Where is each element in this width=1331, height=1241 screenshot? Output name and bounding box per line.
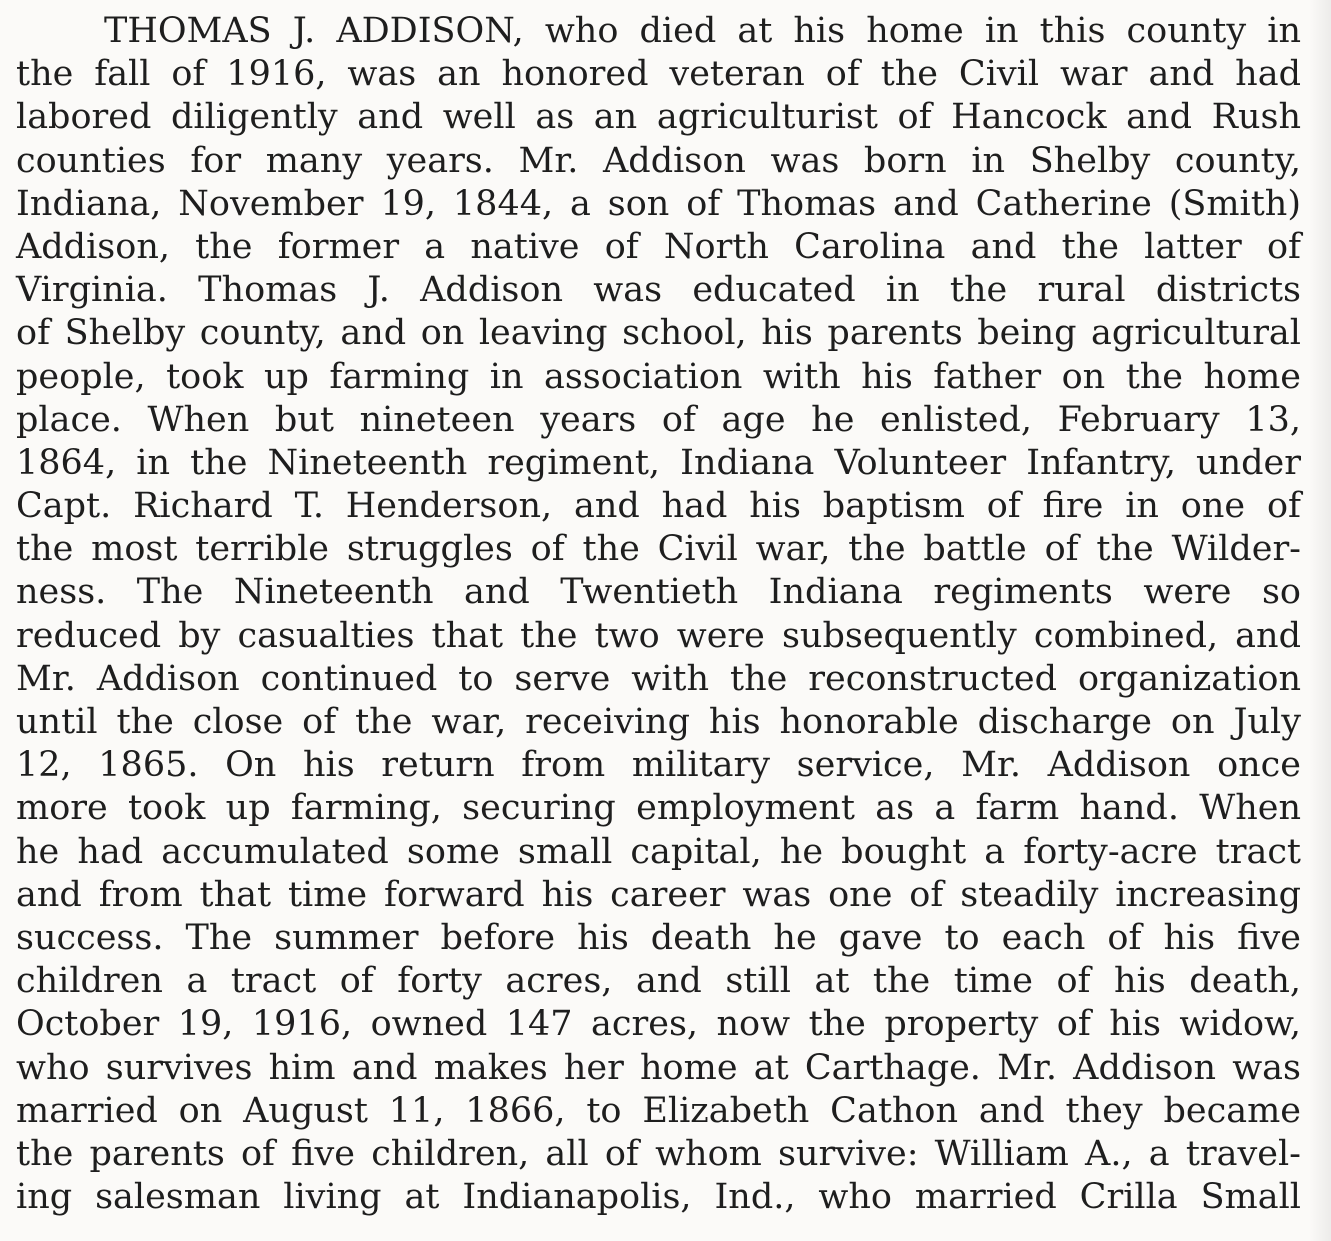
text-line: he had accumulated some small capital, he bought a forty-acre tract xyxy=(16,831,1301,872)
partial-top-line xyxy=(16,0,1301,10)
text-line: 1864, in the Nineteenth regiment, Indiana Volunteer Infantry, under xyxy=(16,442,1301,483)
text-line: the fall of 1916, was an honored veteran of the Civil war and had xyxy=(16,54,1301,95)
text-line: success. The summer before his death he gave to each of his five xyxy=(16,917,1301,958)
text-line: place. When but nineteen years of age he enlisted, February 13, xyxy=(16,399,1301,440)
text-line: 12, 1865. On his return from military service, Mr. Addison once xyxy=(16,745,1301,786)
text-line: more took up farming, securing employment as a farm hand. When xyxy=(16,788,1301,829)
text-line: ness. The Nineteenth and Twentieth Indiana regiments were so xyxy=(16,572,1301,613)
text-line: of Shelby county, and on leaving school, his parents being agricultural xyxy=(16,313,1301,354)
text-line: October 19, 1916, owned 147 acres, now the property of his widow, xyxy=(16,1004,1301,1045)
text-line: Mr. Addison continued to serve with the reconstructed organization xyxy=(16,658,1301,699)
text-line: Virginia. Thomas J. Addison was educated in the rural districts xyxy=(16,270,1301,311)
text-line: THOMAS J. ADDISON, who died at his home in this county in xyxy=(104,11,1301,51)
text-line: counties for many years. Mr. Addison was born in Shelby county, xyxy=(16,140,1301,181)
text-line: until the close of the war, receiving his honorable discharge on July xyxy=(16,702,1301,742)
text-line: children a tract of forty acres, and still at the time of his death, xyxy=(16,961,1301,1002)
text-line: ing salesman living at Indianapolis, Ind., who married Crilla Small xyxy=(16,1177,1301,1218)
text-line: the most terrible struggles of the Civil war, the battle of the Wilder- xyxy=(16,529,1301,570)
text-line: reduced by casualties that the two were subsequently combined, and xyxy=(16,615,1301,656)
page-edge-shadow xyxy=(1309,0,1331,1241)
text-line: the parents of five children, all of whom survive: William A., a travel- xyxy=(16,1133,1301,1174)
biography-text xyxy=(16,0,1301,1219)
text-line: Addison, the former a native of North Carolina and the latter of xyxy=(16,226,1301,267)
text-line: labored diligently and well as an agriculturist of Hancock and Rush xyxy=(16,97,1301,138)
text-line: and from that time forward his career was one of steadily increasing xyxy=(16,874,1301,915)
text-line: who survives him and makes her home at Carthage. Mr. Addison was xyxy=(16,1047,1301,1088)
text-line: Indiana, November 19, 1844, a son of Thomas and Catherine (Smith) xyxy=(16,183,1301,224)
text-line: Capt. Richard T. Henderson, and had his baptism of fire in one of xyxy=(16,486,1301,527)
text-line: married on August 11, 1866, to Elizabeth Cathon and they became xyxy=(16,1090,1301,1131)
text-line: people, took up farming in association with his father on the home xyxy=(16,356,1301,397)
